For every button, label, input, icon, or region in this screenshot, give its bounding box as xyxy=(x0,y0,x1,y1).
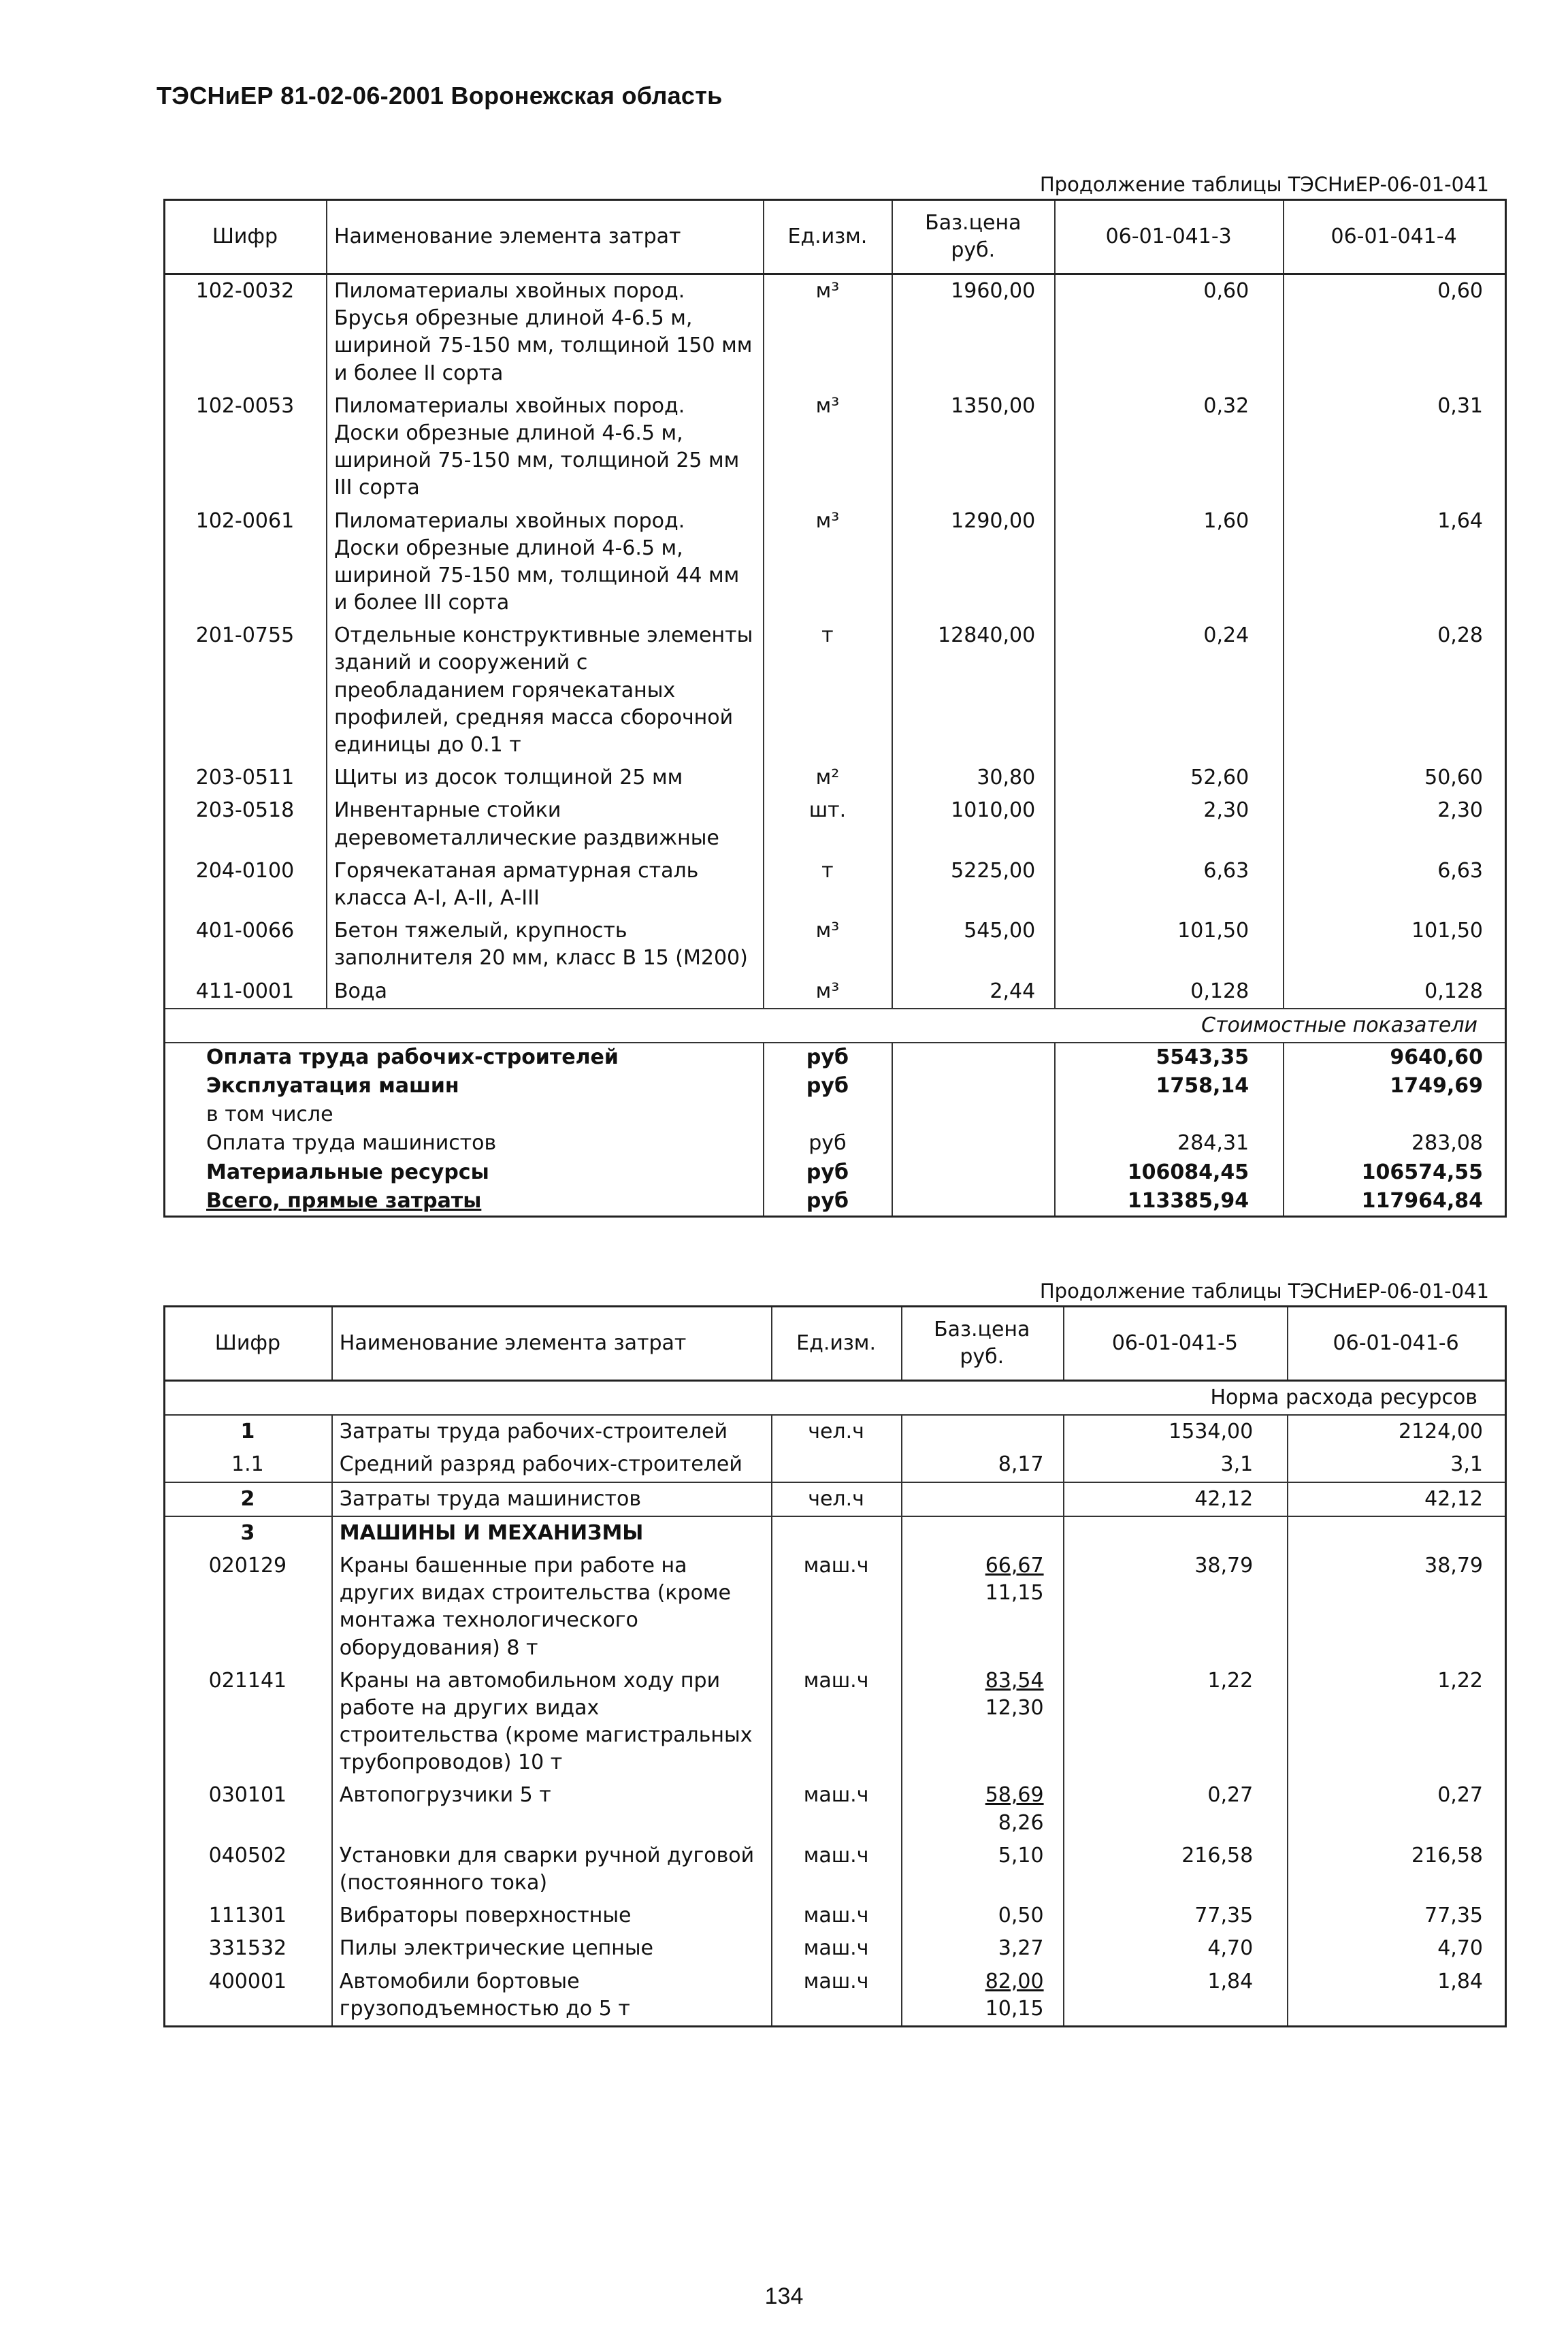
table-row xyxy=(165,274,1506,390)
value-col-1: 2,30 xyxy=(1055,794,1284,854)
value-col-2: 0,27 xyxy=(1288,1779,1505,1839)
table-row xyxy=(165,1966,1506,2027)
table2-continuation-caption: Продолжение таблицы ТЭСНиЕР-06-01-041 xyxy=(1039,1279,1489,1303)
base-price-value: 5,10 xyxy=(998,1843,1044,1868)
summary-label: в том числе xyxy=(206,1103,333,1127)
base-price-value: 83,54 xyxy=(985,1668,1044,1693)
summary-unit: руб xyxy=(764,1187,892,1217)
value-col-1 xyxy=(1064,1516,1288,1550)
resource-name: Краны на автомобильном ходу при работе на других видах строительства (кроме магистральных трубопроводов) 10 т xyxy=(332,1665,772,1780)
unit: маш.ч xyxy=(772,1966,902,2027)
summary-value-2: 283,08 xyxy=(1284,1129,1505,1158)
value-col-1: 1,84 xyxy=(1064,1966,1288,2027)
base-price: 1290,00 xyxy=(892,505,1055,620)
value-col-2: 77,35 xyxy=(1288,1899,1505,1932)
resource-code: 3 xyxy=(165,1516,332,1550)
resource-name: Инвентарные стойки деревометаллические раздвижные xyxy=(327,794,764,854)
value-col-2: 216,58 xyxy=(1288,1840,1505,1899)
resource-code: 111301 xyxy=(208,1904,287,1928)
base-price xyxy=(902,1415,1064,1448)
base-price xyxy=(902,1482,1064,1516)
resource-code: 203-0511 xyxy=(195,766,295,790)
resource-name: Пиломатериалы хвойных пород. Доски обрезные длиной 4-6.5 м, шириной 75-150 мм, толщиной 25 мм III сорта xyxy=(327,390,764,505)
unit: м³ xyxy=(764,915,892,975)
unit xyxy=(772,1516,902,1550)
base-price-wage-value: 12,30 xyxy=(985,1695,1044,1720)
summary-unit: руб xyxy=(764,1072,892,1100)
resource-name: МАШИНЫ И МЕХАНИЗМЫ xyxy=(332,1516,772,1550)
value-col-2: 1,64 xyxy=(1284,505,1505,620)
value-col-2: 1,84 xyxy=(1288,1966,1505,2027)
unit: т xyxy=(764,619,892,762)
unit: маш.ч xyxy=(772,1779,902,1839)
value-col-1: 42,12 xyxy=(1064,1482,1288,1516)
unit: маш.ч xyxy=(772,1840,902,1899)
resource-code: 204-0100 xyxy=(195,858,295,883)
resource-code: 021141 xyxy=(208,1668,287,1693)
value-col-2: 0,60 xyxy=(1284,274,1505,390)
base-price-value: 82,00 xyxy=(985,1969,1044,1993)
base-price: 5225,00 xyxy=(892,855,1055,915)
resource-code: 411-0001 xyxy=(195,979,295,1003)
resource-name: Отдельные конструктивные элементы зданий и сооружений с преобладанием горячекатаных профилей, средняя масса сборочной единицы до 0.1 т xyxy=(327,619,764,762)
resource-code: 1.1 xyxy=(231,1452,264,1477)
table-row xyxy=(165,1899,1506,1932)
table1-continuation-caption: Продолжение таблицы ТЭСНиЕР-06-01-041 xyxy=(1039,173,1489,196)
resource-code: 030101 xyxy=(208,1783,287,1808)
summary-row xyxy=(165,1043,1506,1072)
summary-price xyxy=(892,1129,1055,1158)
summary-row xyxy=(165,1129,1506,1158)
value-col-1: 38,79 xyxy=(1064,1550,1288,1665)
base-price-value: 58,69 xyxy=(985,1783,1044,1808)
table1-section-label: Стоимостные показатели xyxy=(165,1009,1506,1043)
resource-name: Пиломатериалы хвойных пород. Доски обрезные длиной 4-6.5 м, шириной 75-150 мм, толщиной 44 мм и более III сорта xyxy=(327,505,764,620)
unit xyxy=(772,1448,902,1482)
resource-code: 102-0032 xyxy=(195,279,295,303)
table-row xyxy=(165,619,1506,762)
summary-value-2: 9640,60 xyxy=(1284,1043,1505,1072)
base-price xyxy=(902,1550,1064,1665)
resource-code: 201-0755 xyxy=(195,623,295,648)
summary-price xyxy=(892,1043,1055,1072)
summary-unit xyxy=(764,1100,892,1129)
unit: м³ xyxy=(764,390,892,505)
resource-name: Автомобили бортовые грузоподъемностью до 5 т xyxy=(332,1966,772,2027)
table2-section-label: Норма расхода ресурсов xyxy=(165,1381,1506,1416)
resource-name: Краны башенные при работе на других видах строительства (кроме монтажа технологического оборудования) 8 т xyxy=(332,1550,772,1665)
resource-code: 040502 xyxy=(208,1843,287,1868)
base-price xyxy=(902,1932,1064,1965)
summary-unit: руб xyxy=(764,1129,892,1158)
col-name-header: Наименование элемента затрат xyxy=(332,1307,772,1381)
table-row xyxy=(165,1415,1506,1448)
base-price xyxy=(902,1516,1064,1550)
base-price xyxy=(902,1840,1064,1899)
summary-value-2: 1749,69 xyxy=(1284,1072,1505,1100)
value-col-1: 52,60 xyxy=(1055,762,1284,794)
resource-name: Установки для сварки ручной дуговой (постоянного тока) xyxy=(332,1840,772,1899)
summary-row xyxy=(165,1100,1506,1129)
summary-price xyxy=(892,1100,1055,1129)
summary-label: Всего, прямые затраты xyxy=(206,1188,482,1213)
table1-summary xyxy=(165,1009,1506,1217)
base-price-wage-value: 11,15 xyxy=(985,1581,1044,1605)
value-col-1: 0,32 xyxy=(1055,390,1284,505)
summary-label: Эксплуатация машин xyxy=(206,1074,459,1098)
resource-code: 2 xyxy=(165,1482,332,1516)
summary-price xyxy=(892,1158,1055,1187)
base-price: 545,00 xyxy=(892,915,1055,975)
resource-code: 331532 xyxy=(208,1936,287,1961)
value-col-1: 216,58 xyxy=(1064,1840,1288,1899)
value-col-1: 1534,00 xyxy=(1064,1415,1288,1448)
unit: м³ xyxy=(764,274,892,390)
base-price: 1960,00 xyxy=(892,274,1055,390)
col-name-header: Наименование элемента затрат xyxy=(327,200,764,274)
summary-label: Оплата труда рабочих-строителей xyxy=(206,1045,619,1069)
summary-value-1: 1758,14 xyxy=(1055,1072,1284,1100)
table-row xyxy=(165,1779,1506,1839)
table-row xyxy=(165,505,1506,620)
resource-name: Затраты труда рабочих-строителей xyxy=(332,1415,772,1448)
base-price xyxy=(902,1966,1064,2027)
resource-code: 102-0053 xyxy=(195,393,295,418)
table2-body xyxy=(165,1381,1506,2027)
summary-value-2 xyxy=(1284,1100,1505,1129)
value-col-2: 101,50 xyxy=(1284,915,1505,975)
resource-name: Затраты труда машинистов xyxy=(332,1482,772,1516)
summary-value-1: 106084,45 xyxy=(1055,1158,1284,1187)
base-price: 30,80 xyxy=(892,762,1055,794)
summary-price xyxy=(892,1072,1055,1100)
col-price-header: Баз.цена руб. xyxy=(892,200,1055,274)
value-col-2: 38,79 xyxy=(1288,1550,1505,1665)
base-price xyxy=(902,1899,1064,1932)
value-col-1: 1,22 xyxy=(1064,1665,1288,1780)
table-row xyxy=(165,975,1506,1009)
value-col-1: 0,27 xyxy=(1064,1779,1288,1839)
col-unit-header: Ед.изм. xyxy=(764,200,892,274)
base-price: 12840,00 xyxy=(892,619,1055,762)
col-variant-6-header: 06-01-041-6 xyxy=(1288,1307,1505,1381)
value-col-1: 6,63 xyxy=(1055,855,1284,915)
base-price xyxy=(902,1448,1064,1482)
summary-value-1 xyxy=(1055,1100,1284,1129)
summary-row xyxy=(165,1072,1506,1100)
value-col-1: 0,24 xyxy=(1055,619,1284,762)
table-row xyxy=(165,1840,1506,1899)
base-price-value: 0,50 xyxy=(998,1904,1044,1928)
unit: маш.ч xyxy=(772,1932,902,1965)
value-col-2: 1,22 xyxy=(1288,1665,1505,1780)
summary-row xyxy=(165,1158,1506,1187)
unit: м³ xyxy=(764,975,892,1009)
value-col-2: 3,1 xyxy=(1288,1448,1505,1482)
page-number: 134 xyxy=(764,2283,804,2309)
base-price xyxy=(902,1779,1064,1839)
table1 xyxy=(163,199,1507,1218)
resource-name: Бетон тяжелый, крупность заполнителя 20 мм, класс В 15 (М200) xyxy=(327,915,764,975)
unit: маш.ч xyxy=(772,1665,902,1780)
unit: чел.ч xyxy=(772,1415,902,1448)
value-col-2: 50,60 xyxy=(1284,762,1505,794)
value-col-2: 4,70 xyxy=(1288,1932,1505,1965)
value-col-2: 0,28 xyxy=(1284,619,1505,762)
summary-value-2: 117964,84 xyxy=(1284,1187,1505,1217)
summary-label: Материальные ресурсы xyxy=(206,1160,489,1184)
value-col-2: 0,31 xyxy=(1284,390,1505,505)
summary-unit: руб xyxy=(764,1158,892,1187)
value-col-2: 42,12 xyxy=(1288,1482,1505,1516)
resource-code: 020129 xyxy=(208,1553,287,1578)
resource-code: 400001 xyxy=(208,1969,287,1993)
base-price-value: 8,17 xyxy=(998,1452,1044,1477)
summary-row xyxy=(165,1187,1506,1217)
summary-unit: руб xyxy=(764,1043,892,1072)
col-code-header: Шифр xyxy=(214,1331,281,1355)
base-price: 1010,00 xyxy=(892,794,1055,854)
table-row xyxy=(165,390,1506,505)
table-row xyxy=(165,1516,1506,1550)
table-row xyxy=(165,762,1506,794)
unit: шт. xyxy=(764,794,892,854)
table-row xyxy=(165,915,1506,975)
summary-price xyxy=(892,1187,1055,1217)
col-variant-5-header: 06-01-041-5 xyxy=(1064,1307,1288,1381)
summary-value-1: 5543,35 xyxy=(1055,1043,1284,1072)
resource-name: Средний разряд рабочих-строителей xyxy=(332,1448,772,1482)
value-col-1: 3,1 xyxy=(1064,1448,1288,1482)
resource-name: Вибраторы поверхностные xyxy=(332,1899,772,1932)
value-col-2: 2,30 xyxy=(1284,794,1505,854)
value-col-2: 0,128 xyxy=(1284,975,1505,1009)
value-col-1: 77,35 xyxy=(1064,1899,1288,1932)
resource-name: Щиты из досок толщиной 25 мм xyxy=(327,762,764,794)
col-unit-header: Ед.изм. xyxy=(772,1307,902,1381)
base-price-wage-value: 10,15 xyxy=(985,1996,1044,2021)
table-row xyxy=(165,794,1506,854)
table1-body xyxy=(165,274,1506,1009)
resource-code: 401-0066 xyxy=(195,919,295,943)
resource-name: Горячекатаная арматурная сталь класса А-I, А-II, А-III xyxy=(327,855,764,915)
table-row xyxy=(165,1665,1506,1780)
value-col-1: 4,70 xyxy=(1064,1932,1288,1965)
col-variant-3-header: 06-01-041-3 xyxy=(1055,200,1284,274)
table-row xyxy=(165,855,1506,915)
summary-value-1: 284,31 xyxy=(1055,1129,1284,1158)
table-row xyxy=(165,1482,1506,1516)
base-price xyxy=(902,1665,1064,1780)
summary-value-2: 106574,55 xyxy=(1284,1158,1505,1187)
value-col-1: 1,60 xyxy=(1055,505,1284,620)
base-price-wage-value: 8,26 xyxy=(998,1810,1044,1835)
resource-name: Вода xyxy=(327,975,764,1009)
resource-code: 1 xyxy=(165,1415,332,1448)
resource-code: 102-0061 xyxy=(195,508,295,533)
col-variant-4-header: 06-01-041-4 xyxy=(1284,200,1505,274)
unit: маш.ч xyxy=(772,1550,902,1665)
table-row xyxy=(165,1932,1506,1965)
resource-name: Пилы электрические цепные xyxy=(332,1932,772,1965)
resource-name: Автопогрузчики 5 т xyxy=(332,1779,772,1839)
table-row xyxy=(165,1550,1506,1665)
value-col-2: 6,63 xyxy=(1284,855,1505,915)
summary-value-1: 113385,94 xyxy=(1055,1187,1284,1217)
unit: т xyxy=(764,855,892,915)
value-col-1: 0,128 xyxy=(1055,975,1284,1009)
resource-code: 203-0518 xyxy=(195,798,295,823)
value-col-2: 2124,00 xyxy=(1288,1415,1505,1448)
document-title: ТЭСНиЕР 81-02-06-2001 Воронежская область xyxy=(157,82,723,110)
col-price-header: Баз.цена руб. xyxy=(902,1307,1064,1381)
base-price: 1350,00 xyxy=(892,390,1055,505)
value-col-2 xyxy=(1288,1516,1505,1550)
unit: маш.ч xyxy=(772,1899,902,1932)
value-col-1: 0,60 xyxy=(1055,274,1284,390)
base-price-value: 66,67 xyxy=(985,1553,1044,1578)
unit: чел.ч xyxy=(772,1482,902,1516)
base-price: 2,44 xyxy=(892,975,1055,1009)
resource-name: Пиломатериалы хвойных пород. Брусья обрезные длиной 4-6.5 м, шириной 75-150 мм, толщиной 150 мм и более II сорта xyxy=(327,274,764,390)
table2 xyxy=(163,1305,1507,2027)
base-price-value: 3,27 xyxy=(998,1936,1044,1961)
value-col-1: 101,50 xyxy=(1055,915,1284,975)
summary-label: Оплата труда машинистов xyxy=(206,1131,497,1156)
col-code-header: Шифр xyxy=(212,224,278,248)
unit: м³ xyxy=(764,505,892,620)
unit: м² xyxy=(764,762,892,794)
table-row xyxy=(165,1448,1506,1482)
